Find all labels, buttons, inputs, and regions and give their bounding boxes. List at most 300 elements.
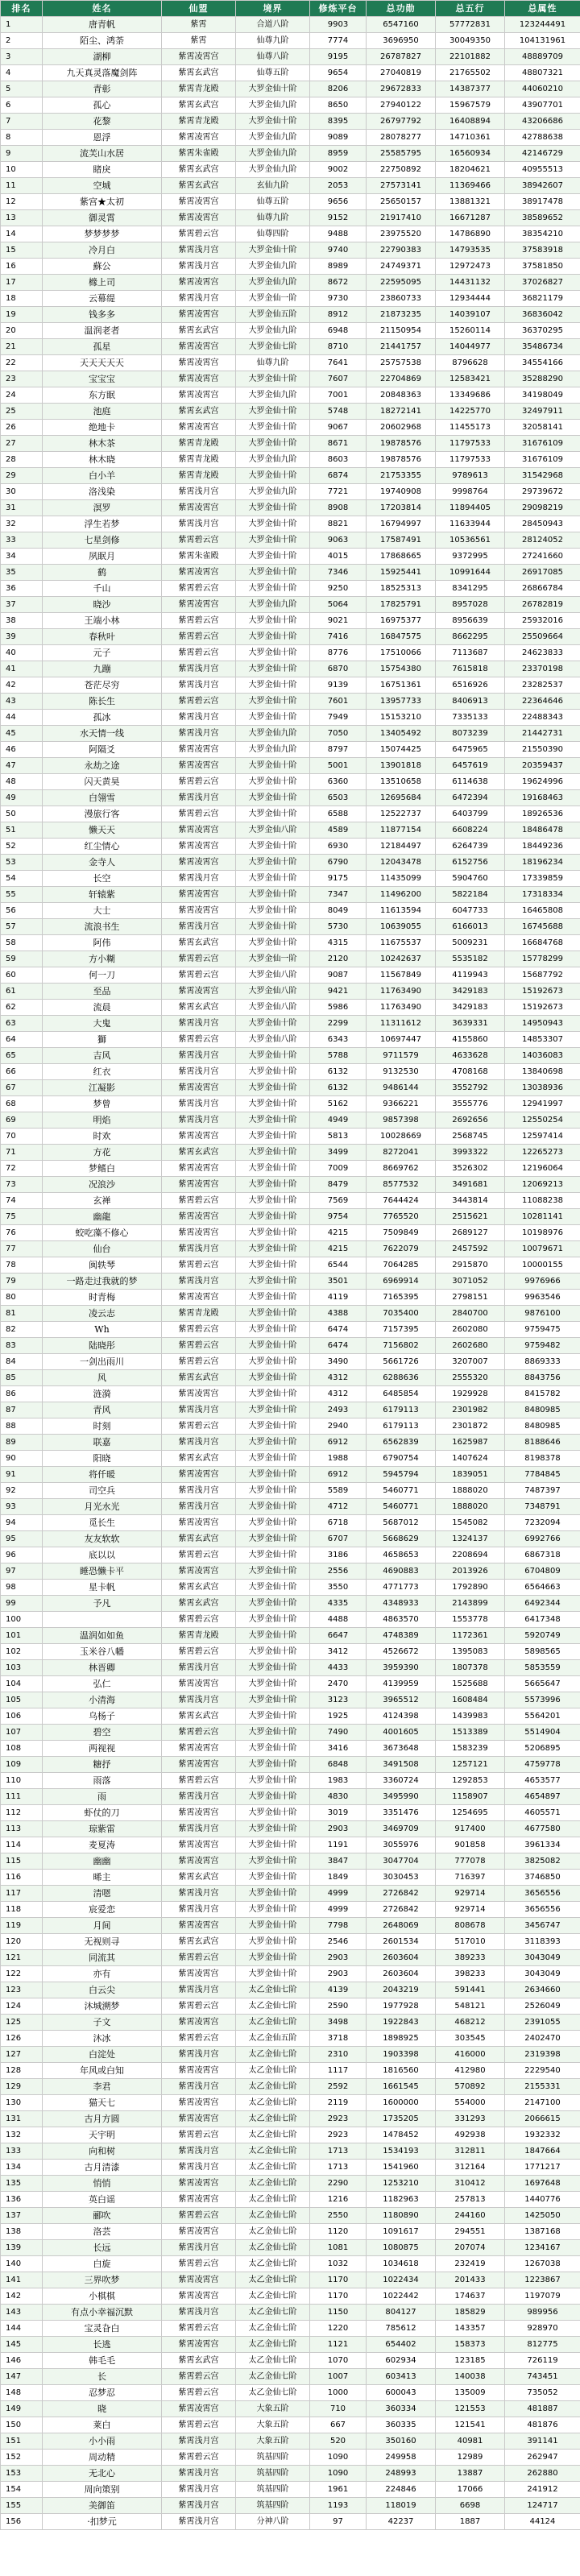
elements-cell: 9372995 <box>436 549 505 565</box>
table-row <box>1 1080 580 1096</box>
merit-cell: 1180890 <box>367 2208 436 2224</box>
realm-cell: 大罗金仙十阶 <box>236 1016 310 1032</box>
merit-cell: 7156802 <box>367 1338 436 1354</box>
rank-cell: 153 <box>1 2466 43 2482</box>
merit-cell: 4526672 <box>367 1644 436 1660</box>
realm-cell: 大罗金仙十阶 <box>236 629 310 645</box>
merit-cell: 7509849 <box>367 1225 436 1241</box>
table-row <box>1 1161 580 1177</box>
elements-cell: 412980 <box>436 2063 505 2079</box>
realm-cell: 仙尊五阶 <box>236 65 310 81</box>
realm-cell: 大罗金仙十阶 <box>236 242 310 259</box>
alliance-cell: 紫霄碧云宫 <box>162 774 236 790</box>
realm-cell: 太乙金仙七阶 <box>236 2079 310 2095</box>
elements-cell: 257813 <box>436 2192 505 2208</box>
realm-cell: 大罗金仙十阶 <box>236 436 310 452</box>
alliance-cell: 紫霄玄武宫 <box>162 2353 236 2369</box>
table-row <box>1 1016 580 1032</box>
alliance-cell: 紫霄凌霄宫 <box>162 1966 236 1982</box>
rank-cell: 118 <box>1 1902 43 1918</box>
platform-cell: 9002 <box>310 162 367 178</box>
table-row <box>1 2417 580 2433</box>
table-row <box>1 210 580 226</box>
realm-cell: 大罗金仙十阶 <box>236 1676 310 1692</box>
realm-cell: 太乙金仙七阶 <box>236 2176 310 2192</box>
rank-cell: 85 <box>1 1370 43 1386</box>
merit-cell: 7064285 <box>367 1257 436 1274</box>
merit-cell: 1534193 <box>367 2143 436 2160</box>
name-cell: 浮生若梦 <box>43 516 162 532</box>
rank-cell: 1 <box>1 17 43 33</box>
realm-cell: 大罗金仙十阶 <box>236 1773 310 1789</box>
table-row <box>1 742 580 758</box>
alliance-cell: 紫霄浅月宫 <box>162 871 236 887</box>
elements-cell: 2457592 <box>436 1241 505 1257</box>
elements-cell: 312811 <box>436 2143 505 2160</box>
merit-cell: 11613594 <box>367 903 436 919</box>
attributes-cell: 8188646 <box>505 1435 580 1451</box>
merit-cell: 9486144 <box>367 1080 436 1096</box>
attributes-cell: 37026827 <box>505 275 580 291</box>
table-row <box>1 774 580 790</box>
platform-cell: 8395 <box>310 114 367 130</box>
elements-cell: 5822184 <box>436 887 505 903</box>
attributes-cell: 481876 <box>505 2417 580 2433</box>
attributes-cell: 123244491 <box>505 17 580 33</box>
attributes-cell: 735052 <box>505 2385 580 2401</box>
attributes-cell: 27241660 <box>505 549 580 565</box>
elements-cell: 1888020 <box>436 1483 505 1499</box>
merit-cell: 18272141 <box>367 404 436 420</box>
merit-cell: 1903398 <box>367 2047 436 2063</box>
rank-cell: 54 <box>1 871 43 887</box>
table-row <box>1 1741 580 1757</box>
platform-cell: 5064 <box>310 597 367 613</box>
attributes-cell: 22488343 <box>505 710 580 726</box>
elements-cell: 1513389 <box>436 1725 505 1741</box>
realm-cell: 大罗金仙十阶 <box>236 1241 310 1257</box>
table-row <box>1 2353 580 2369</box>
rank-cell: 126 <box>1 2031 43 2047</box>
platform-cell: 7601 <box>310 694 367 710</box>
table-row <box>1 2143 580 2160</box>
elements-cell: 14710361 <box>436 130 505 146</box>
rank-cell: 103 <box>1 1660 43 1676</box>
attributes-cell: 31542968 <box>505 468 580 484</box>
name-cell: 三界吹梦 <box>43 2272 162 2288</box>
table-row <box>1 1483 580 1499</box>
merit-cell: 3673648 <box>367 1741 436 1757</box>
platform-cell: 3550 <box>310 1580 367 1596</box>
realm-cell: 太乙金仙七阶 <box>236 2272 310 2288</box>
elements-cell: 11369466 <box>436 178 505 194</box>
rank-cell: 28 <box>1 452 43 468</box>
realm-cell: 大罗金仙九阶 <box>236 597 310 613</box>
rank-cell: 145 <box>1 2337 43 2353</box>
merit-cell: 4658653 <box>367 1547 436 1563</box>
elements-cell: 30049350 <box>436 33 505 49</box>
rank-cell: 27 <box>1 436 43 452</box>
merit-cell: 350160 <box>367 2433 436 2450</box>
name-cell: 林晋卿 <box>43 1660 162 1676</box>
attributes-cell: 3043049 <box>505 1966 580 1982</box>
merit-cell: 7622079 <box>367 1241 436 1257</box>
attributes-cell: 37581850 <box>505 259 580 275</box>
name-cell: 时欢 <box>43 1129 162 1145</box>
alliance-cell: 紫霄浅月宫 <box>162 2514 236 2530</box>
alliance-cell: 紫霄碧云宫 <box>162 2450 236 2466</box>
realm-cell: 大罗金仙十阶 <box>236 1741 310 1757</box>
merit-cell: 7644424 <box>367 1193 436 1209</box>
attributes-cell: 4759778 <box>505 1757 580 1773</box>
attributes-cell: 3961334 <box>505 1837 580 1853</box>
rank-cell: 26 <box>1 420 43 436</box>
alliance-cell: 紫霄青龙殿 <box>162 114 236 130</box>
table-row <box>1 130 580 146</box>
merit-cell: 2603604 <box>367 1966 436 1982</box>
realm-cell: 大罗金仙一阶 <box>236 951 310 967</box>
alliance-cell: 紫霄浅月宫 <box>162 1435 236 1451</box>
name-cell: 橼上司 <box>43 275 162 291</box>
elements-cell: 3526302 <box>436 1161 505 1177</box>
rank-cell: 30 <box>1 484 43 500</box>
realm-cell: 大罗金仙十阶 <box>236 613 310 629</box>
name-cell: 花黎 <box>43 114 162 130</box>
rank-cell: 57 <box>1 919 43 935</box>
name-cell: 糖抒 <box>43 1757 162 1773</box>
rank-cell: 108 <box>1 1741 43 1757</box>
platform-cell: 4949 <box>310 1112 367 1129</box>
platform-cell: 6874 <box>310 468 367 484</box>
merit-cell: 1600000 <box>367 2095 436 2111</box>
table-row <box>1 178 580 194</box>
alliance-cell: 紫霄浅月宫 <box>162 919 236 935</box>
elements-cell: 8073239 <box>436 726 505 742</box>
platform-cell: 9089 <box>310 130 367 146</box>
rank-cell: 31 <box>1 500 43 516</box>
table-row <box>1 967 580 984</box>
attributes-cell: 34554166 <box>505 355 580 371</box>
name-cell: 宸爱恋 <box>43 1902 162 1918</box>
merit-cell: 11311612 <box>367 1016 436 1032</box>
elements-cell: 18204621 <box>436 162 505 178</box>
platform-cell: 4589 <box>310 822 367 839</box>
elements-cell: 554000 <box>436 2095 505 2111</box>
name-cell: 底以以 <box>43 1547 162 1563</box>
realm-cell: 太乙金仙七阶 <box>236 2063 310 2079</box>
elements-cell: 14786890 <box>436 226 505 242</box>
realm-cell: 太乙金仙七阶 <box>236 1998 310 2015</box>
elements-cell: 1553778 <box>436 1612 505 1628</box>
elements-cell: 5904760 <box>436 871 505 887</box>
rank-cell: 70 <box>1 1129 43 1145</box>
table-row <box>1 532 580 549</box>
name-cell: 长 <box>43 2369 162 2385</box>
elements-cell: 1439983 <box>436 1708 505 1725</box>
platform-cell: 4215 <box>310 1225 367 1241</box>
name-cell: 虾仗的刀 <box>43 1805 162 1821</box>
name-cell: 郦吹 <box>43 2208 162 2224</box>
table-row <box>1 97 580 114</box>
merit-cell: 27940122 <box>367 97 436 114</box>
name-cell: 一路走过我就的梦 <box>43 1274 162 1290</box>
table-row <box>1 1563 580 1580</box>
merit-cell: 5460771 <box>367 1499 436 1515</box>
name-cell: 无北心 <box>43 2466 162 2482</box>
name-cell: 月光水光 <box>43 1499 162 1515</box>
alliance-cell: 紫霄凌霄宫 <box>162 355 236 371</box>
table-row <box>1 1451 580 1467</box>
attributes-cell: 26917085 <box>505 565 580 581</box>
table-row <box>1 500 580 516</box>
merit-cell: 23860733 <box>367 291 436 307</box>
rank-cell: 141 <box>1 2272 43 2288</box>
rank-cell: 149 <box>1 2401 43 2417</box>
attributes-cell: 16465808 <box>505 903 580 919</box>
name-cell: 沐城溯梦 <box>43 1998 162 2015</box>
realm-cell: 大罗金仙十阶 <box>236 1145 310 1161</box>
alliance-cell: 紫霄玄武宫 <box>162 1451 236 1467</box>
rank-cell: 22 <box>1 355 43 371</box>
name-cell: 子文 <box>43 2015 162 2031</box>
realm-cell: 大罗金仙十阶 <box>236 1853 310 1870</box>
alliance-cell: 紫霄浅月宫 <box>162 1902 236 1918</box>
attributes-cell: 1847664 <box>505 2143 580 2160</box>
elements-cell: 389233 <box>436 1950 505 1966</box>
realm-cell: 大罗金仙十阶 <box>236 1370 310 1386</box>
merit-cell: 2726842 <box>367 1902 436 1918</box>
realm-cell: 仙尊九阶 <box>236 210 310 226</box>
alliance-cell: 紫霄碧云宫 <box>162 1644 236 1660</box>
name-cell: 钱多多 <box>43 307 162 323</box>
platform-cell: 3186 <box>310 1547 367 1563</box>
alliance-cell: 紫霄碧云宫 <box>162 1950 236 1966</box>
merit-cell: 21753355 <box>367 468 436 484</box>
merit-cell: 1661545 <box>367 2079 436 2095</box>
rank-cell: 98 <box>1 1580 43 1596</box>
name-cell: 星卡帆 <box>43 1580 162 1596</box>
platform-cell: 4999 <box>310 1886 367 1902</box>
platform-cell: 6912 <box>310 1435 367 1451</box>
elements-cell: 2515621 <box>436 1209 505 1225</box>
elements-cell: 3429183 <box>436 1000 505 1016</box>
realm-cell: 大罗金仙九阶 <box>236 726 310 742</box>
elements-cell: 3429183 <box>436 984 505 1000</box>
attributes-cell: 1267038 <box>505 2256 580 2272</box>
realm-cell: 大罗金仙十阶 <box>236 1483 310 1499</box>
merit-cell: 21873235 <box>367 307 436 323</box>
name-cell: 吉风 <box>43 1048 162 1064</box>
table-row <box>1 2063 580 2079</box>
attributes-cell: 5853559 <box>505 1660 580 1676</box>
rank-cell: 139 <box>1 2240 43 2256</box>
attributes-cell: 3456747 <box>505 1918 580 1934</box>
alliance-cell: 紫霄凌霄宫 <box>162 855 236 871</box>
alliance-cell: 紫霄碧云宫 <box>162 1612 236 1628</box>
platform-cell: 6132 <box>310 1064 367 1080</box>
name-cell: 古月方圆 <box>43 2111 162 2127</box>
attributes-cell: 2526049 <box>505 1998 580 2015</box>
merit-cell: 6790754 <box>367 1451 436 1467</box>
elements-cell: 2798151 <box>436 1290 505 1306</box>
rank-cell: 117 <box>1 1886 43 1902</box>
realm-cell: 玄仙九阶 <box>236 178 310 194</box>
attributes-cell: 928970 <box>505 2321 580 2337</box>
alliance-cell: 紫霄凌霄宫 <box>162 2337 236 2353</box>
realm-cell: 大罗金仙十阶 <box>236 1161 310 1177</box>
attributes-cell: 6867318 <box>505 1547 580 1563</box>
rank-cell: 156 <box>1 2514 43 2530</box>
merit-cell: 3491508 <box>367 1757 436 1773</box>
alliance-cell: 紫霄凌霄宫 <box>162 2272 236 2288</box>
name-cell: ·扣梦元 <box>43 2514 162 2530</box>
rank-cell: 113 <box>1 1821 43 1837</box>
realm-cell: 筑基四阶 <box>236 2482 310 2498</box>
merit-cell: 654402 <box>367 2337 436 2353</box>
name-cell: 至品 <box>43 984 162 1000</box>
alliance-cell: 紫霄玄武宫 <box>162 178 236 194</box>
alliance-cell: 紫霄凌霄宫 <box>162 1853 236 1870</box>
alliance-cell: 紫霄凌霄宫 <box>162 822 236 839</box>
realm-cell: 大罗金仙十阶 <box>236 645 310 661</box>
elements-cell: 6166013 <box>436 919 505 935</box>
alliance-cell: 紫霄浅月宫 <box>162 1064 236 1080</box>
merit-cell: 16975377 <box>367 613 436 629</box>
merit-cell: 1022442 <box>367 2288 436 2305</box>
name-cell: 苍茫尽穷 <box>43 677 162 694</box>
rank-cell: 10 <box>1 162 43 178</box>
table-row <box>1 2305 580 2321</box>
alliance-cell: 紫霄碧云宫 <box>162 581 236 597</box>
rank-cell: 138 <box>1 2224 43 2240</box>
name-cell: 江凝影 <box>43 1080 162 1096</box>
alliance-cell: 紫霄凌霄宫 <box>162 1467 236 1483</box>
table-row <box>1 2514 580 2530</box>
rank-cell: 4 <box>1 65 43 81</box>
elements-cell: 11797533 <box>436 452 505 468</box>
alliance-cell: 紫霄凌霄宫 <box>162 2224 236 2240</box>
alliance-cell: 紫霄碧云宫 <box>162 1547 236 1563</box>
table-row <box>1 2079 580 2095</box>
table-row <box>1 2288 580 2305</box>
merit-cell: 6288636 <box>367 1370 436 1386</box>
name-cell: 九天真灵落魔剑阵 <box>43 65 162 81</box>
rank-cell: 66 <box>1 1064 43 1080</box>
alliance-cell: 紫霄浅月宫 <box>162 1096 236 1112</box>
realm-cell: 大罗金仙九阶 <box>236 742 310 758</box>
elements-cell: 6516926 <box>436 677 505 694</box>
attributes-cell: 12550254 <box>505 1112 580 1129</box>
rank-cell: 19 <box>1 307 43 323</box>
name-cell: 李君 <box>43 2079 162 2095</box>
attributes-cell: 2066615 <box>505 2111 580 2127</box>
table-row <box>1 1982 580 1998</box>
realm-cell: 大罗金仙十阶 <box>236 1499 310 1515</box>
rank-cell: 48 <box>1 774 43 790</box>
rank-cell: 47 <box>1 758 43 774</box>
merit-cell: 7765520 <box>367 1209 436 1225</box>
header-realm: 境界 <box>236 1 310 17</box>
name-cell: 何一刀 <box>43 967 162 984</box>
merit-cell: 1034618 <box>367 2256 436 2272</box>
rank-cell: 114 <box>1 1837 43 1853</box>
rank-cell: 29 <box>1 468 43 484</box>
platform-cell: 6707 <box>310 1531 367 1547</box>
attributes-cell: 31676109 <box>505 452 580 468</box>
platform-cell: 1081 <box>310 2240 367 2256</box>
name-cell: 雨 <box>43 1789 162 1805</box>
elements-cell: 1172361 <box>436 1628 505 1644</box>
table-row <box>1 597 580 613</box>
platform-cell: 2310 <box>310 2047 367 2063</box>
merit-cell: 5945794 <box>367 1467 436 1483</box>
merit-cell: 11877154 <box>367 822 436 839</box>
attributes-cell: 1697648 <box>505 2176 580 2192</box>
rank-cell: 150 <box>1 2417 43 2433</box>
rank-cell: 151 <box>1 2433 43 2450</box>
table-row <box>1 2385 580 2401</box>
name-cell: 天天天天天 <box>43 355 162 371</box>
name-cell: 阿伟 <box>43 935 162 951</box>
alliance-cell: 紫霄凌霄宫 <box>162 742 236 758</box>
realm-cell: 大罗金仙九阶 <box>236 323 310 339</box>
rank-cell: 11 <box>1 178 43 194</box>
realm-cell: 大罗金仙十阶 <box>236 1966 310 1982</box>
realm-cell: 大罗金仙九阶 <box>236 146 310 162</box>
alliance-cell: 紫霄凌霄宫 <box>162 2095 236 2111</box>
elements-cell: 15260114 <box>436 323 505 339</box>
merit-cell: 12043478 <box>367 855 436 871</box>
name-cell: 金寺人 <box>43 855 162 871</box>
merit-cell: 13957733 <box>367 694 436 710</box>
table-row <box>1 1676 580 1692</box>
rank-cell: 9 <box>1 146 43 162</box>
name-cell: 予凡 <box>43 1596 162 1612</box>
realm-cell: 大罗金仙十阶 <box>236 1644 310 1660</box>
alliance-cell: 紫霄浅月宫 <box>162 2079 236 2095</box>
name-cell: 绝地卡 <box>43 420 162 436</box>
name-cell: 白淀处 <box>43 2047 162 2063</box>
realm-cell: 大罗金仙十阶 <box>236 1515 310 1531</box>
alliance-cell: 紫霄浅月宫 <box>162 710 236 726</box>
attributes-cell: 989956 <box>505 2305 580 2321</box>
table-row <box>1 1000 580 1016</box>
merit-cell: 785612 <box>367 2321 436 2337</box>
platform-cell: 9488 <box>310 226 367 242</box>
header-elements: 总五行 <box>436 1 505 17</box>
rank-cell: 17 <box>1 275 43 291</box>
merit-cell: 27040819 <box>367 65 436 81</box>
alliance-cell: 紫霄浅月宫 <box>162 2305 236 2321</box>
rank-cell: 5 <box>1 81 43 97</box>
platform-cell: 7569 <box>310 1193 367 1209</box>
rank-cell: 148 <box>1 2385 43 2401</box>
table-row <box>1 420 580 436</box>
name-cell: 莱白 <box>43 2417 162 2433</box>
elements-cell: 3443814 <box>436 1193 505 1209</box>
attributes-cell: 28124052 <box>505 532 580 549</box>
header-alliance: 仙盟 <box>162 1 236 17</box>
platform-cell: 6848 <box>310 1757 367 1773</box>
elements-cell: 548121 <box>436 1998 505 2015</box>
elements-cell: 207074 <box>436 2240 505 2256</box>
table-row <box>1 855 580 871</box>
rank-cell: 87 <box>1 1402 43 1418</box>
elements-cell: 6698 <box>436 2498 505 2514</box>
elements-cell: 3491681 <box>436 1177 505 1193</box>
table-row <box>1 114 580 130</box>
alliance-cell: 紫霄玄武宫 <box>162 935 236 951</box>
